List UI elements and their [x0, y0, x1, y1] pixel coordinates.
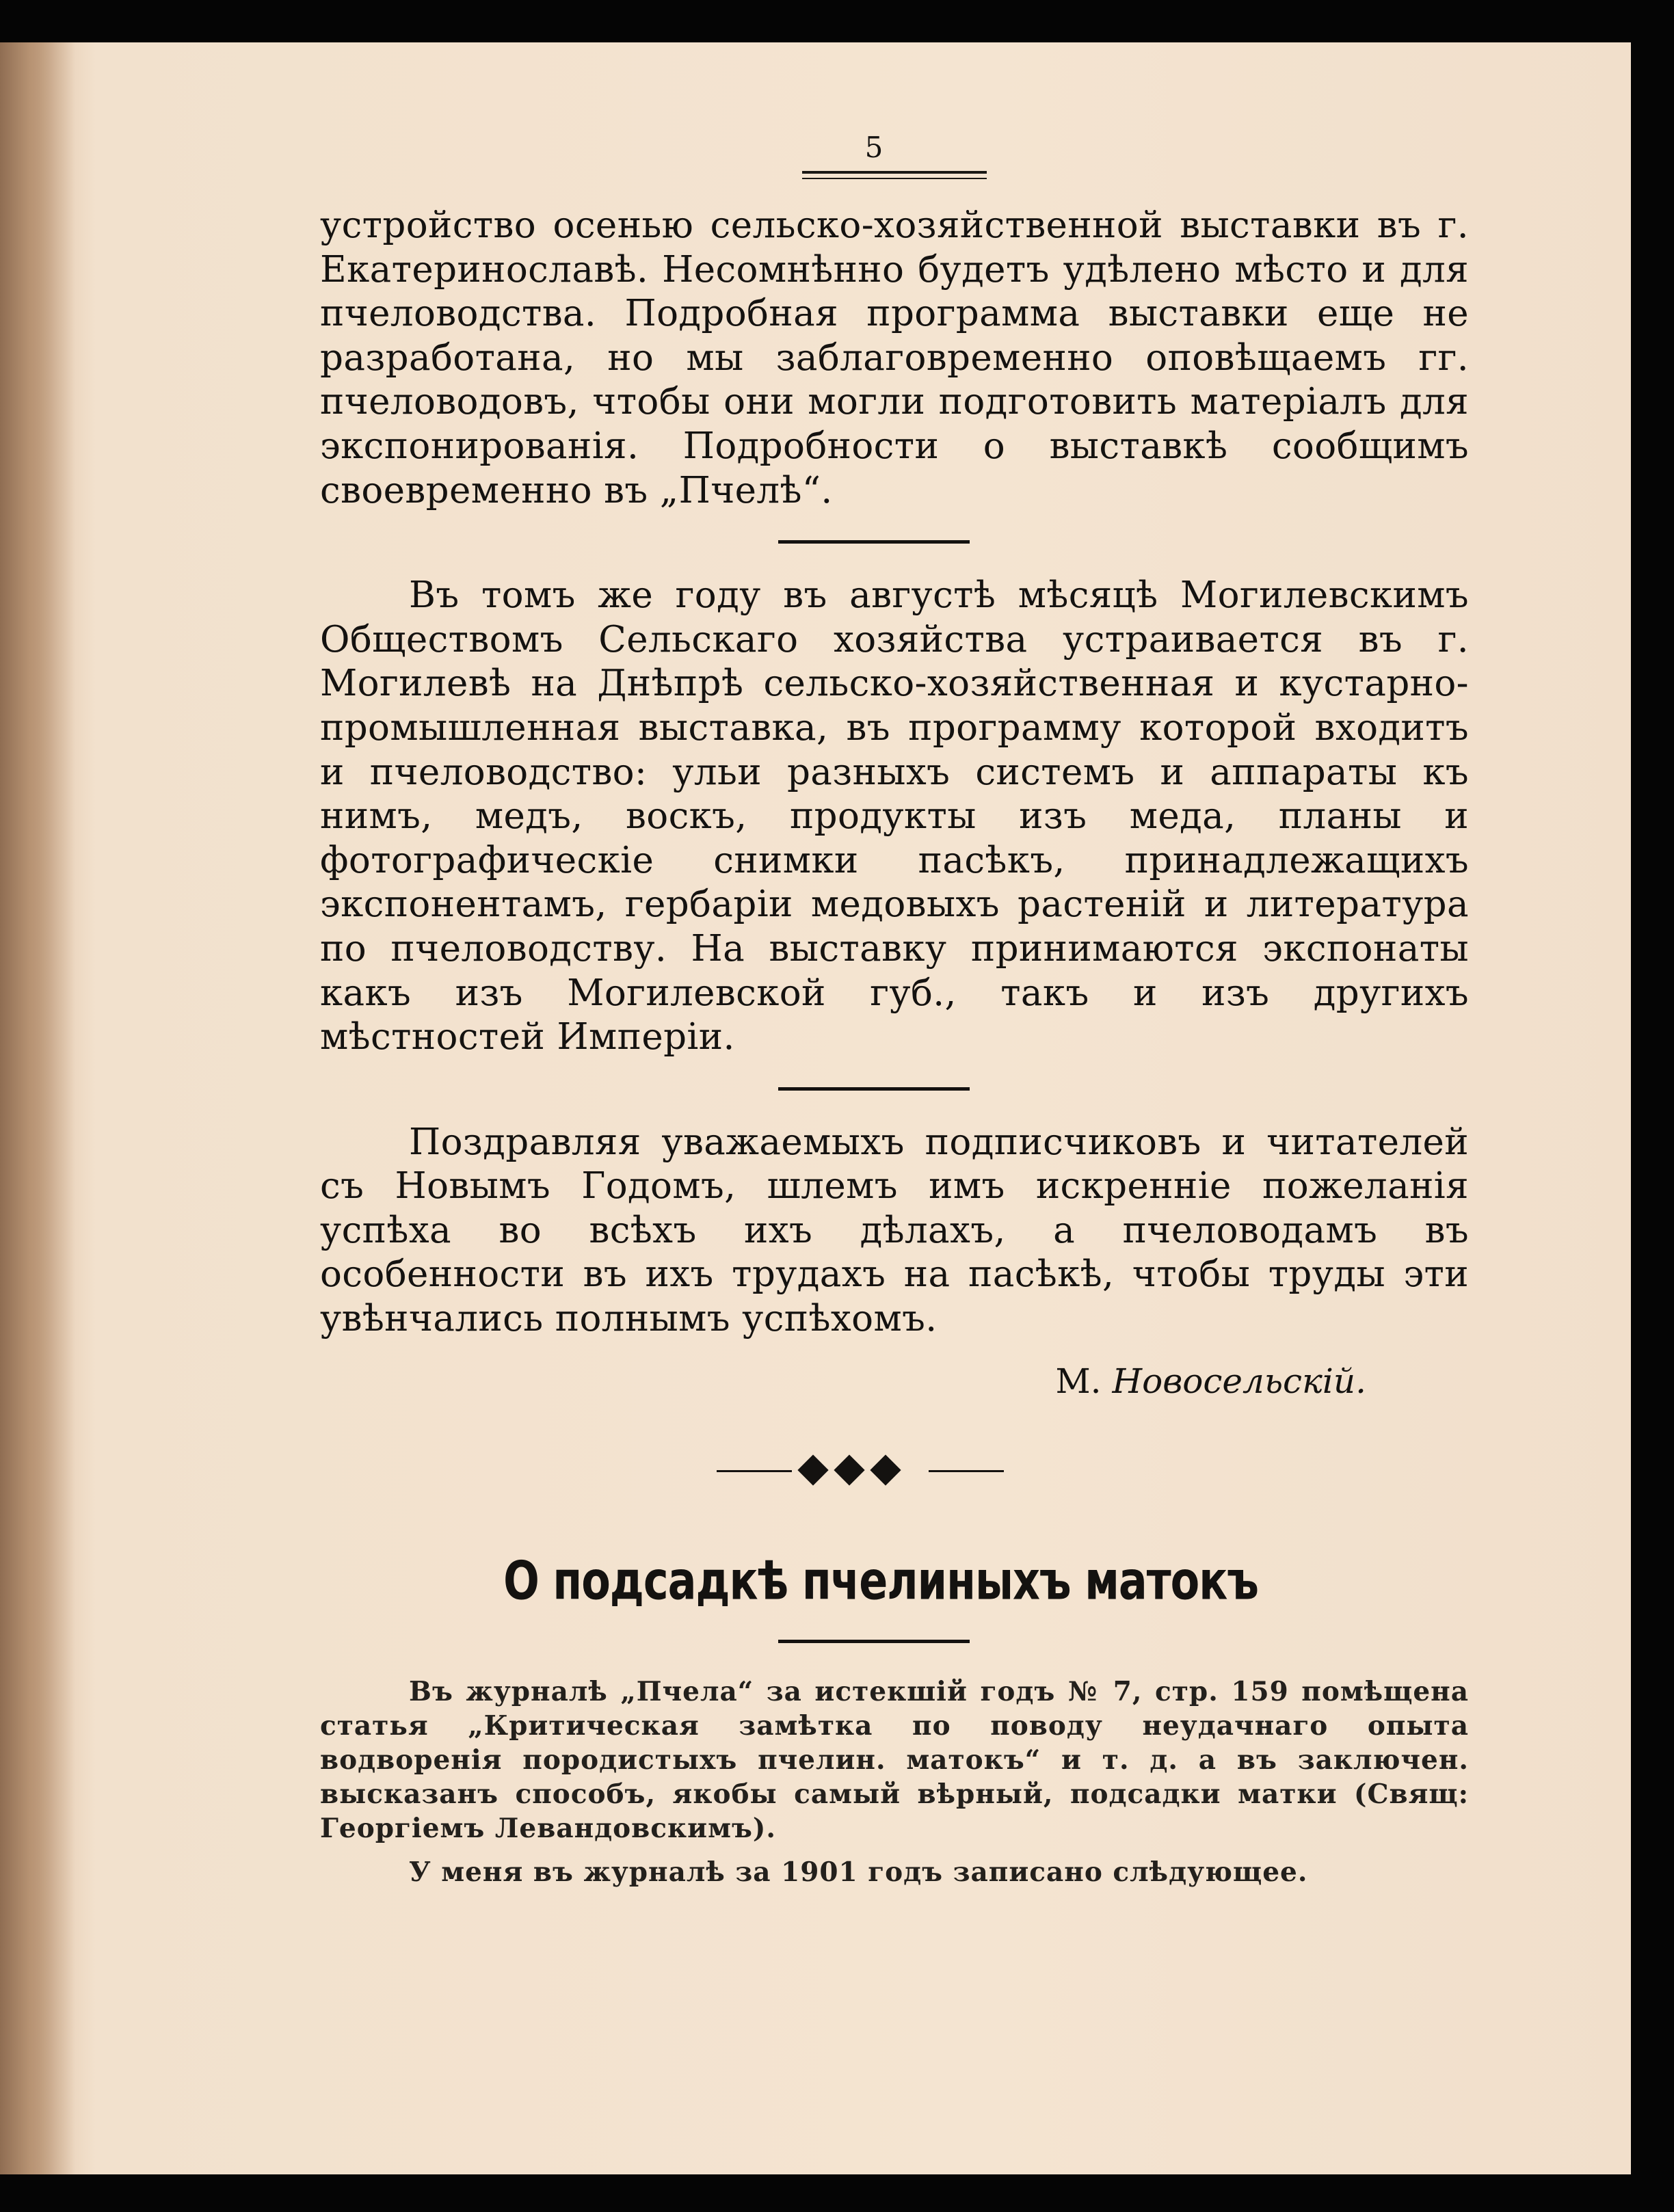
diamond-icon	[870, 1454, 901, 1485]
signature-initial: М.	[1055, 1361, 1102, 1401]
article-paragraph: Въ томъ же году въ августѣ мѣсяцѣ Могилевскимъ Обществомъ Сельскаго хозяйства устраивается въ г. Могилевѣ на Днѣпрѣ сельско-хозяйственная и кустарно-промышленная выставка, въ программу которой входитъ и пчеловодство: ульи разныхъ системъ и аппараты къ нимъ, медъ, воскъ, продукты изъ меда, планы и фотографическіе снимки пасѣкъ, принадлежащихъ экспонентамъ, гербаріи медовыхъ растеній и литература по пчеловодству. На выставку принимаются экспонаты какъ изъ Могилевской губ., такъ и изъ другихъ мѣстностей Имперіи.	[320, 574, 1469, 1058]
title-rule	[778, 1640, 970, 1643]
page-content	[320, 131, 1469, 1889]
section-separator	[778, 540, 970, 544]
article-paragraph: Въ журналѣ „Пчела“ за истекшій годъ № 7, стр. 159 помѣщена статья „Критическая замѣтка по поводу неудачнаго опыта водворенія породистыхъ пчелин. матокъ“ и т. д. а въ заключен. высказанъ способъ, якобы самый вѣрный, подсадки матки (Свящ: Георгіемъ Левандовскимъ).	[320, 1675, 1469, 1844]
book-spine-shadow	[0, 42, 75, 2174]
diamond-icon	[834, 1454, 864, 1485]
section-separator	[778, 1087, 970, 1091]
author-signature	[320, 1359, 1469, 1403]
signature-name: Новосельскій.	[1112, 1361, 1366, 1401]
ornament-line-left	[717, 1470, 792, 1472]
article-title: О подсадкѣ пчелиныхъ матокъ	[503, 1549, 1258, 1612]
ornament-line-right	[929, 1470, 1004, 1472]
article-paragraph: устройство осенью сельско-хозяйственной выставки въ г. Екатеринославѣ. Несомнѣнно будетъ удѣлено мѣсто и для пчеловодства. Подробная программа выставки еще не разработана, но мы заблаговременно оповѣщаемъ гг. пчеловодовъ, чтобы они могли подготовить матеріалъ для экспонированія. Подробности о выставкѣ сообщимъ своевременно въ „Пчелѣ“.	[320, 204, 1469, 511]
article-paragraph: Поздравляя уважаемыхъ подписчиковъ и читателей съ Новымъ Годомъ, шлемъ имъ искренніе пожеланія успѣха во всѣхъ ихъ дѣлахъ, а пчеловодамъ въ особенности въ ихъ трудахъ на пасѣкѣ, чтобы труды эти увѣнчались полнымъ успѣхомъ.	[320, 1121, 1469, 1340]
scanned-page	[0, 42, 1631, 2174]
page-number: 5	[864, 131, 884, 164]
diamond-icon	[797, 1454, 828, 1485]
diamond-ornament-divider	[717, 1451, 1004, 1492]
page-number-rule	[802, 171, 987, 179]
article-paragraph: У меня въ журналѣ за 1901 годъ записано слѣдующее.	[409, 1856, 1308, 1888]
